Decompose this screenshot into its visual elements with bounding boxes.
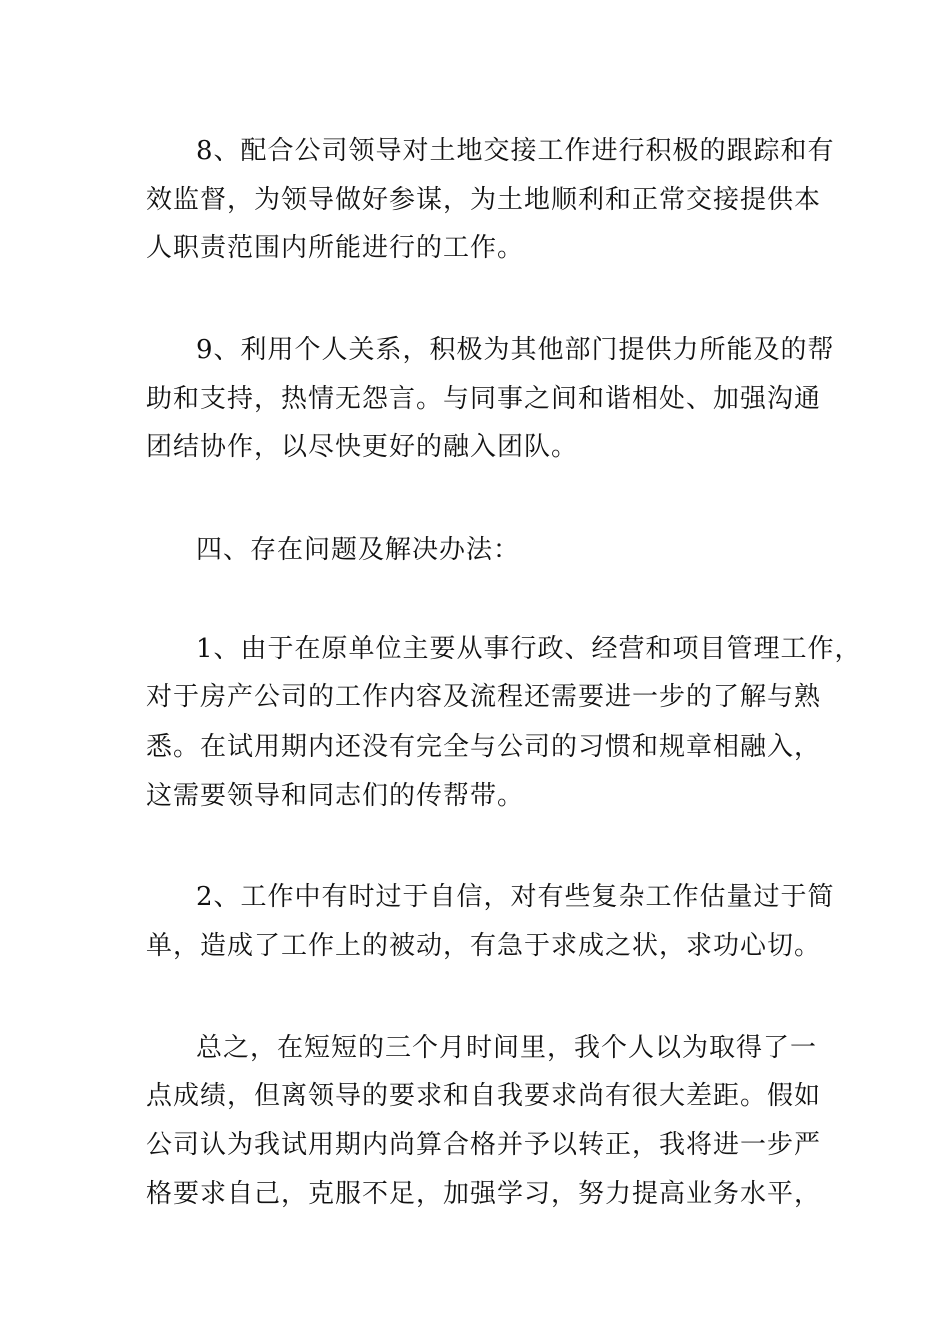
paragraph-line: 效监督，为领导做好参谋，为土地顺利和正常交接提供本 bbox=[146, 185, 822, 215]
paragraph-line: 总之，在短短的三个月时间里，我个人以为取得了一 bbox=[196, 1033, 818, 1063]
paragraph-line: 1、由于在原单位主要从事行政、经营和项目管理工作， bbox=[196, 634, 862, 664]
paragraph-line: 格要求自己，克服不足，加强学习，努力提高业务水平， bbox=[146, 1179, 822, 1209]
paragraph-line: 2、工作中有时过于自信，对有些复杂工作估量过于简 bbox=[196, 882, 835, 912]
section-heading: 四、存在问题及解决办法： bbox=[196, 535, 521, 565]
paragraph-line: 这需要领导和同志们的传帮带。 bbox=[146, 781, 525, 811]
paragraph-line: 公司认为我试用期内尚算合格并予以转正，我将进一步严 bbox=[146, 1130, 822, 1160]
paragraph-line: 8、配合公司领导对土地交接工作进行积极的跟踪和有 bbox=[196, 136, 835, 166]
paragraph-line: 对于房产公司的工作内容及流程还需要进一步的了解与熟 bbox=[146, 682, 822, 712]
paragraph-line: 点成绩，但离领导的要求和自我要求尚有很大差距。假如 bbox=[146, 1081, 822, 1111]
paragraph-line: 单，造成了工作上的被动，有急于求成之状，求功心切。 bbox=[146, 931, 822, 961]
paragraph-line: 悉。在试用期内还没有完全与公司的习惯和规章相融入， bbox=[146, 732, 822, 762]
paragraph-line: 团结协作，以尽快更好的融入团队。 bbox=[146, 432, 579, 462]
paragraph-line: 9、利用个人关系，积极为其他部门提供力所能及的帮 bbox=[196, 335, 835, 365]
paragraph-line: 助和支持，热情无怨言。与同事之间和谐相处、加强沟通 bbox=[146, 384, 822, 414]
paragraph-line: 人职责范围内所能进行的工作。 bbox=[146, 233, 525, 263]
